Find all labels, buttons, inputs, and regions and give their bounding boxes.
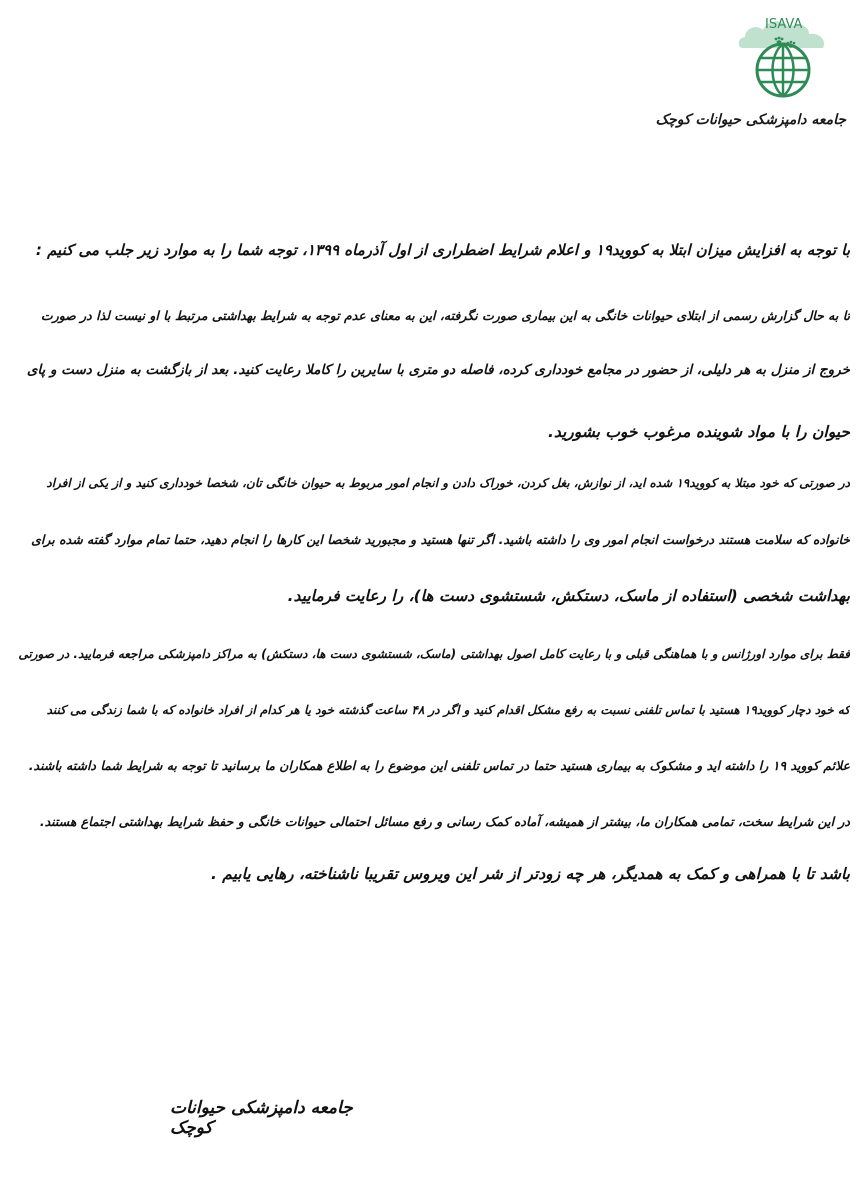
letter-line: تا به حال گزارش رسمی از ابتلای حیوانات خانگی به این بیماری صورت نگرفته، این به معنای عدم توجه به شرایط بهداشتی مرتبط با او نیست لذا در صورت bbox=[40, 308, 850, 323]
letter-body bbox=[18, 0, 850, 1178]
letter-line: خانواده که سلامت هستند درخواست انجام امور وی را داشته باشید. اگر تنها هستید و مجبورید شخصا این کارها را انجام دهید، حتما تمام موارد گفته شده برای bbox=[31, 532, 850, 547]
organization-name: جامعه دامپزشکی حیوانات کوچک bbox=[655, 112, 846, 128]
letter-line: باشد تا با همراهی و کمک به همدیگر، هر چه زودتر از شر این ویروس تقریبا ناشناخته، رهایی یابیم . bbox=[211, 865, 850, 883]
letter-line: بهداشت شخصی (استفاده از ماسک، دستکش، شستشوی دست ها)، را رعایت فرمایید. bbox=[287, 587, 850, 605]
logo-text: ISAVA bbox=[765, 17, 803, 32]
letter-line: خروج از منزل به هر دلیلی، از حضور در مجامع خودداری کرده، فاصله دو متری با سایرین را کاملا رعایت کنید. بعد از بازگشت به منزل دست و پای bbox=[26, 362, 850, 378]
letter-line: فقط برای موارد اورژانس و با هماهنگی قبلی و با رعایت کامل اصول بهداشتی (ماسک، شستشوی دست ها، دستکش) به مراکز دامپزشکی مراجعه فرمایید. در صورتی bbox=[18, 647, 850, 661]
letter-line: که خود دچار کووید۱۹ هستید با تماس تلفنی نسبت به رفع مشکل اقدام کنید و اگر در ۴۸ ساعت گذشته خود یا هر کدام از افراد خانواده که با شما زندگی می کنند bbox=[46, 703, 850, 717]
letter-line: در صورتی که خود مبتلا به کووید۱۹ شده اید، از نوازش، بغل کردن، خوراک دادن و انجام امور مربوط به حیوان خانگی تان، شخصا خودداری کنید و از یکی از افراد bbox=[46, 476, 850, 490]
letter-line: در این شرایط سخت، تمامی همکاران ما، بیشتر از همیشه، آماده کمک رسانی و رفع مسائل احتمالی حیوانات خانگی و حفظ شرایط بهداشتی اجتماع هستند. bbox=[39, 814, 850, 829]
letter-line: علائم کووید ۱۹ را داشته اید و مشکوک به بیماری هستید حتما در تماس تلفنی این موضوع را به اطلاع همکاران ما برسانید تا توجه به شرایط شما داشته باشند. bbox=[28, 758, 850, 773]
letter-line: با توجه به افزایش میزان ابتلا به کووید۱۹ و اعلام شرایط اضطراری از اول آذرماه ۱۳۹۹، توجه شما را به موارد زیر جلب می کنیم : bbox=[35, 241, 850, 259]
letter-line: حیوان را با مواد شوینده مرغوب خوب بشورید. bbox=[547, 423, 850, 441]
signature: جامعه دامپزشکی حیوانات کوچک bbox=[170, 1098, 353, 1138]
